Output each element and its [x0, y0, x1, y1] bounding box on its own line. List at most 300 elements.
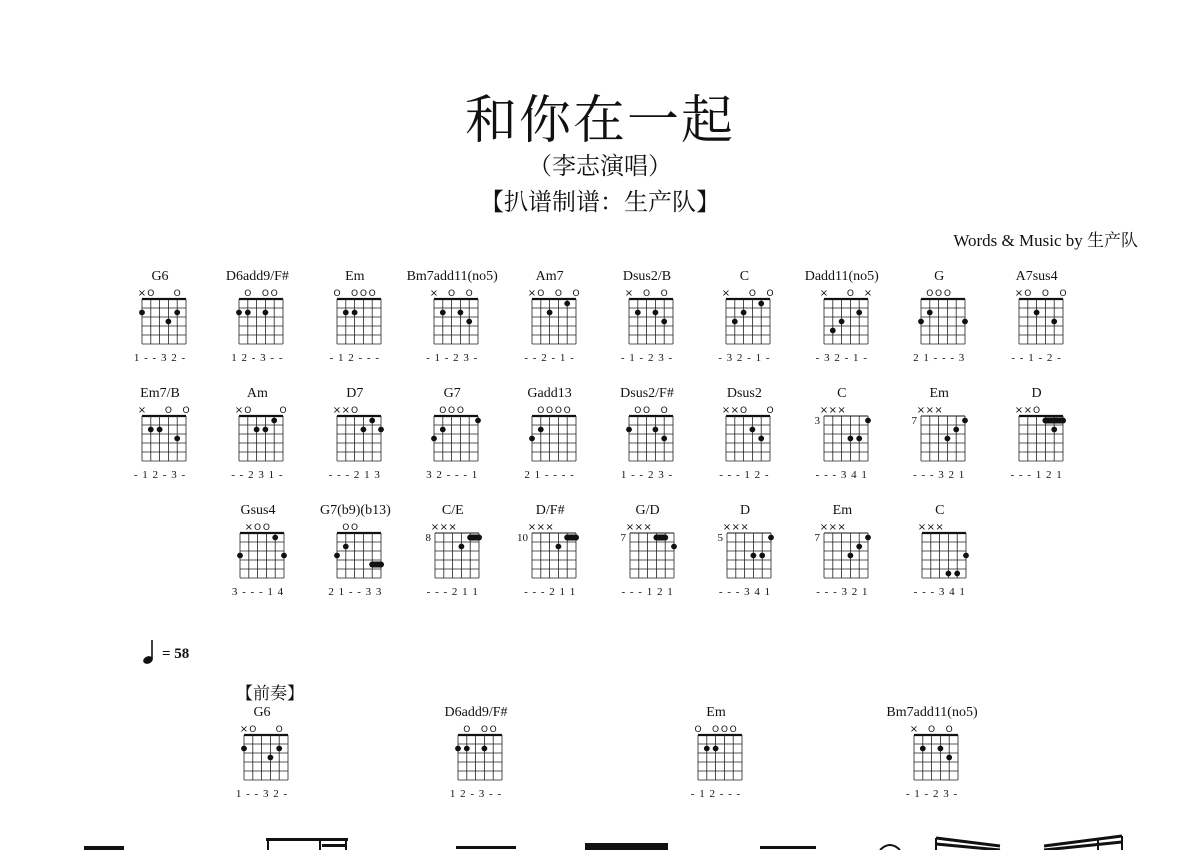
finger-dot — [343, 310, 349, 316]
fretboard-grid — [219, 285, 295, 351]
muted-string-marker: × — [819, 288, 828, 299]
open-string-marker: O — [254, 523, 262, 533]
chord-diagram — [495, 503, 605, 598]
fretboard-grid — [438, 721, 514, 787]
open-string-marker: O — [271, 289, 279, 299]
chord-diagram — [207, 705, 317, 800]
open-string-marker: O — [244, 289, 252, 299]
chord-diagram — [300, 386, 410, 481]
chord-name: D7 — [346, 386, 364, 401]
chord-diagram — [661, 705, 771, 800]
chord-diagram — [787, 386, 897, 481]
open-string-marker: O — [945, 725, 953, 735]
finger-dot — [751, 553, 757, 559]
fretboard-grid — [414, 285, 490, 351]
chord-name: Em — [929, 386, 949, 401]
chord-diagram — [787, 503, 897, 598]
muted-string-marker: × — [545, 522, 554, 533]
start-fret-number: 10 — [517, 532, 529, 544]
open-string-marker: O — [643, 289, 651, 299]
muted-string-marker: × — [909, 724, 919, 735]
chord-diagram — [982, 386, 1092, 481]
finger-dot — [626, 427, 632, 433]
chord-diagram — [787, 269, 897, 364]
chord-name: Am — [246, 386, 268, 401]
muted-string-marker: × — [863, 288, 872, 299]
finger-dot — [529, 436, 535, 442]
fretboard-grid — [512, 402, 588, 468]
chord-diagram — [495, 269, 605, 364]
finger-dot — [963, 553, 969, 559]
finger-dot — [927, 310, 933, 316]
finger-numbers: - 1 2 - - - — [690, 788, 742, 800]
finger-numbers: 1 2 - 3 - - — [231, 352, 284, 364]
barre-bar — [1042, 418, 1066, 424]
quarter-note-icon — [140, 638, 160, 666]
intro-section-label: 【前奏】 — [236, 684, 304, 703]
open-string-marker: O — [359, 289, 367, 299]
muted-string-marker: × — [828, 405, 837, 416]
fretboard-grid — [317, 519, 393, 585]
chord-name: Dadd11(no5) — [804, 269, 879, 284]
open-string-marker: O — [351, 523, 359, 533]
finger-dot — [847, 436, 853, 442]
chord-name: G6 — [253, 705, 271, 720]
finger-dot — [838, 319, 844, 325]
open-string-marker: O — [720, 725, 728, 735]
chord-diagram — [203, 503, 313, 598]
open-string-marker: O — [749, 289, 757, 299]
finger-dot — [360, 427, 366, 433]
finger-numbers: - - 2 3 1 - — [231, 469, 284, 481]
finger-dot — [741, 310, 747, 316]
finger-dot — [254, 427, 260, 433]
open-string-marker: O — [249, 725, 257, 735]
composer-credit: Words & Music by 生产队 — [953, 231, 1138, 250]
finger-dot — [1033, 310, 1039, 316]
finger-dot — [661, 436, 667, 442]
finger-dot — [954, 571, 960, 577]
fretboard-grid — [317, 402, 393, 468]
finger-dot — [865, 535, 871, 541]
finger-dot — [865, 418, 871, 424]
muted-string-marker: × — [536, 522, 546, 533]
barre-bar — [653, 535, 668, 541]
finger-dot — [466, 319, 472, 325]
start-fret-number: 5 — [717, 532, 723, 544]
finger-numbers: - 1 2 - 3 - — [133, 469, 187, 481]
muted-string-marker: × — [926, 522, 935, 533]
start-fret-number: 3 — [814, 415, 820, 427]
finger-dot — [482, 746, 488, 752]
finger-dot — [241, 746, 247, 752]
muted-string-marker: × — [235, 405, 244, 416]
finger-dot — [281, 553, 287, 559]
fretboard-grid — [512, 285, 588, 351]
muted-string-marker: × — [430, 522, 439, 533]
finger-numbers: - 1 - 2 3 - — [620, 352, 674, 364]
chord-name: D — [1031, 386, 1042, 401]
muted-string-marker: × — [239, 724, 249, 735]
finger-dot — [440, 427, 446, 433]
tempo-marking — [140, 638, 220, 666]
finger-dot — [635, 310, 641, 316]
open-string-marker: O — [439, 406, 447, 416]
open-string-marker: O — [463, 725, 471, 735]
chord-diagram — [397, 269, 507, 364]
finger-dot — [856, 310, 862, 316]
finger-dot — [556, 544, 562, 550]
finger-numbers: - 3 2 - 1 - — [815, 352, 868, 364]
finger-dot — [378, 427, 384, 433]
finger-dot — [704, 746, 710, 752]
muted-string-marker: × — [828, 522, 838, 533]
chord-name: Gadd13 — [527, 386, 572, 401]
finger-dot — [546, 310, 552, 316]
open-string-marker: O — [928, 725, 936, 735]
muted-string-marker: × — [934, 405, 943, 416]
muted-string-marker: × — [429, 288, 439, 299]
open-string-marker: O — [262, 523, 270, 533]
muted-string-marker: × — [1014, 288, 1023, 299]
finger-dot — [475, 418, 481, 424]
open-string-marker: O — [480, 725, 488, 735]
finger-numbers: - - - 3 4 1 — [913, 586, 966, 598]
chord-name: Gsus4 — [240, 503, 276, 518]
finger-dot — [157, 427, 163, 433]
finger-numbers: 3 - - - 1 4 — [231, 586, 285, 598]
chord-diagram — [877, 705, 987, 800]
fretboard-grid — [122, 402, 198, 468]
muted-string-marker: × — [730, 405, 740, 416]
muted-string-marker: × — [332, 405, 341, 416]
muted-string-marker: × — [731, 522, 740, 533]
open-string-marker: O — [926, 289, 934, 299]
open-string-marker: O — [1023, 289, 1031, 299]
finger-dot — [431, 436, 437, 442]
start-fret-number: 8 — [425, 532, 431, 544]
muted-string-marker: × — [837, 522, 847, 533]
finger-dot — [343, 544, 349, 550]
finger-numbers: - - 1 - 2 - — [1011, 352, 1062, 364]
chord-diagram — [885, 503, 995, 598]
fretboard-grid — [804, 402, 880, 468]
chord-name: D — [739, 503, 751, 518]
fretboard-grid — [999, 402, 1075, 468]
chord-name: G7 — [443, 386, 461, 401]
open-string-marker: O — [448, 289, 456, 299]
finger-dot — [334, 553, 340, 559]
fretboard-grid — [512, 519, 588, 585]
chord-diagram — [421, 705, 531, 800]
chord-diagram — [398, 503, 508, 598]
fretboard-grid — [220, 519, 296, 585]
chord-name: G — [934, 269, 945, 284]
finger-numbers: 1 - - 3 2 - — [235, 788, 289, 800]
chord-name: Dsus2/F# — [620, 386, 674, 401]
chord-name: D6add9/F# — [444, 705, 508, 720]
muted-string-marker: × — [634, 522, 643, 533]
fretboard-grid — [706, 285, 782, 351]
fretboard-grid — [415, 519, 491, 585]
finger-numbers: 2 1 - - - - — [524, 469, 575, 481]
finger-dot — [759, 553, 765, 559]
open-string-marker: O — [766, 406, 774, 416]
finger-numbers: - - 2 - 1 - — [524, 352, 575, 364]
finger-dot — [276, 746, 282, 752]
finger-dot — [369, 418, 375, 424]
fretboard-grid — [610, 519, 686, 585]
finger-dot — [464, 746, 470, 752]
open-string-marker: O — [846, 289, 854, 299]
open-string-marker: O — [545, 406, 553, 416]
finger-numbers: - - - 1 2 1 — [1010, 469, 1063, 481]
finger-dot — [713, 746, 719, 752]
open-string-marker: O — [342, 523, 350, 533]
muted-string-marker: × — [820, 522, 829, 533]
chord-diagram — [105, 386, 215, 481]
chord-name: Em — [345, 269, 365, 284]
finger-dot — [750, 427, 756, 433]
open-string-marker: O — [634, 406, 642, 416]
chord-name: Bm7add11(no5) — [406, 269, 498, 284]
finger-dot — [268, 755, 274, 761]
chord-diagram — [202, 269, 312, 364]
finger-dot — [856, 436, 862, 442]
barre-bar — [564, 535, 579, 541]
finger-dot — [272, 535, 278, 541]
chord-diagram — [495, 386, 605, 481]
fretboard-grid — [706, 402, 782, 468]
finger-dot — [732, 319, 738, 325]
chord-diagram — [592, 386, 702, 481]
start-fret-number: 7 — [911, 415, 918, 427]
chord-diagram — [592, 269, 702, 364]
finger-dot — [830, 328, 836, 334]
muted-string-marker: × — [439, 522, 448, 533]
finger-dot — [458, 310, 464, 316]
open-string-marker: O — [350, 406, 358, 416]
muted-string-marker: × — [1023, 405, 1032, 416]
fretboard-grid — [804, 519, 880, 585]
fretboard-grid — [894, 721, 970, 787]
finger-dot — [455, 746, 461, 752]
open-string-marker: O — [489, 725, 497, 735]
finger-dot — [236, 310, 242, 316]
fretboard-grid — [901, 402, 977, 468]
fretboard-grid — [999, 285, 1075, 351]
muted-string-marker: × — [624, 288, 634, 299]
finger-dot — [848, 553, 854, 559]
finger-dot — [953, 427, 959, 433]
finger-dot — [945, 436, 951, 442]
open-string-marker: O — [275, 725, 283, 735]
finger-numbers: - - - 2 1 1 — [426, 586, 479, 598]
chord-diagram — [397, 386, 507, 481]
finger-numbers: 2 1 - - 3 3 — [328, 586, 383, 598]
finger-dot — [166, 319, 172, 325]
muted-string-marker: × — [916, 405, 926, 416]
chord-name: D6add9/F# — [225, 269, 289, 284]
open-string-marker: O — [554, 289, 562, 299]
transcription-credit: 【扒谱制谱：生产队】 — [480, 190, 720, 216]
finger-numbers: - 1 2 - - - — [329, 352, 380, 364]
song-subtitle: （李志演唱） — [528, 154, 672, 180]
open-string-marker: O — [147, 289, 155, 299]
open-string-marker: O — [1059, 289, 1067, 299]
barre-bar — [370, 562, 385, 568]
start-fret-number: 7 — [814, 532, 821, 544]
finger-dot — [857, 544, 863, 550]
finger-numbers: - - - 3 4 1 — [815, 469, 868, 481]
muted-string-marker: × — [819, 405, 828, 416]
finger-numbers: - - - 1 2 - — [719, 469, 770, 481]
finger-dot — [440, 310, 446, 316]
open-string-marker: O — [572, 289, 580, 299]
finger-dot — [174, 310, 180, 316]
chord-name: G/D — [635, 503, 660, 518]
finger-dot — [263, 427, 269, 433]
chord-name: Bm7add11(no5) — [886, 705, 978, 720]
muted-string-marker: × — [935, 522, 944, 533]
chord-name: Em — [832, 503, 853, 518]
open-string-marker: O — [536, 289, 544, 299]
chord-name: Am7 — [535, 269, 564, 284]
finger-numbers: 1 - - 2 3 - — [620, 469, 674, 481]
open-string-marker: O — [448, 406, 456, 416]
muted-string-marker: × — [527, 288, 536, 299]
muted-string-marker: × — [925, 405, 935, 416]
finger-dot — [174, 436, 180, 442]
chord-name: Em — [706, 705, 726, 720]
song-title: 和你在一起 — [464, 93, 735, 150]
open-string-marker: O — [536, 406, 544, 416]
chord-name: D/F# — [535, 503, 565, 518]
open-string-marker: O — [660, 289, 668, 299]
muted-string-marker: × — [527, 522, 537, 533]
finger-dot — [946, 755, 952, 761]
chord-name: C — [935, 503, 945, 518]
chord-diagram — [884, 269, 994, 364]
open-string-marker: O — [694, 725, 702, 735]
finger-dot — [1051, 319, 1057, 325]
chord-diagram — [300, 503, 410, 598]
finger-numbers: 1 2 - 3 - - — [449, 788, 503, 800]
muted-string-marker: × — [722, 522, 732, 533]
chord-name: G6 — [151, 269, 169, 284]
barre-bar — [467, 535, 482, 541]
finger-dot — [245, 310, 251, 316]
muted-string-marker: × — [837, 405, 846, 416]
chord-diagram — [593, 503, 703, 598]
muted-string-marker: × — [722, 288, 731, 299]
fretboard-grid — [609, 402, 685, 468]
finger-dot — [653, 427, 659, 433]
chord-diagram — [690, 503, 800, 598]
open-string-marker: O — [465, 289, 473, 299]
finger-dot — [759, 301, 765, 307]
open-string-marker: O — [935, 289, 943, 299]
open-string-marker: O — [1032, 406, 1040, 416]
open-string-marker: O — [1041, 289, 1049, 299]
finger-dot — [148, 427, 154, 433]
open-string-marker: O — [554, 406, 562, 416]
muted-string-marker: × — [341, 405, 350, 416]
fretboard-grid — [122, 285, 198, 351]
fretboard-grid — [707, 519, 783, 585]
finger-numbers: - 3 2 - 1 - — [718, 352, 771, 364]
open-string-marker: O — [563, 406, 571, 416]
finger-numbers: - - - 3 2 1 — [913, 469, 966, 481]
finger-dot — [272, 418, 278, 424]
open-string-marker: O — [766, 289, 774, 299]
finger-dot — [945, 571, 951, 577]
muted-string-marker: × — [740, 522, 749, 533]
finger-dot — [458, 544, 464, 550]
muted-string-marker: × — [137, 405, 147, 416]
finger-dot — [653, 310, 659, 316]
muted-string-marker: × — [448, 522, 457, 533]
finger-dot — [920, 746, 926, 752]
open-string-marker: O — [660, 406, 668, 416]
open-string-marker: O — [740, 406, 748, 416]
finger-numbers: - - - 2 1 1 — [524, 586, 577, 598]
finger-dot — [351, 310, 357, 316]
open-string-marker: O — [182, 406, 190, 416]
chord-name: Em7/B — [140, 386, 180, 401]
start-fret-number: 7 — [620, 532, 626, 544]
finger-dot — [759, 436, 765, 442]
fretboard-grid — [902, 519, 978, 585]
tempo-value: = 58 — [162, 646, 190, 662]
chord-name: C — [739, 269, 750, 284]
open-string-marker: O — [333, 289, 341, 299]
finger-dot — [661, 319, 667, 325]
finger-numbers: 2 1 - - - 3 — [913, 352, 966, 364]
finger-dot — [962, 319, 968, 325]
open-string-marker: O — [368, 289, 376, 299]
open-string-marker: O — [350, 289, 358, 299]
finger-numbers: - 1 - 2 3 - — [426, 352, 479, 364]
finger-dot — [263, 310, 269, 316]
open-string-marker: O — [457, 406, 465, 416]
fretboard-grid — [219, 402, 295, 468]
open-string-marker: O — [244, 406, 252, 416]
fretboard-grid — [317, 285, 393, 351]
muted-string-marker: × — [917, 522, 926, 533]
finger-dot — [938, 746, 944, 752]
chord-name: Dsus2 — [726, 386, 762, 401]
fretboard-grid — [224, 721, 300, 787]
finger-numbers: 1 - - 3 2 - — [133, 352, 187, 364]
fretboard-grid — [609, 285, 685, 351]
finger-dot — [139, 310, 145, 316]
finger-numbers: - 1 - 2 3 - — [905, 788, 959, 800]
finger-dot — [918, 319, 924, 325]
fretboard-grid — [414, 402, 490, 468]
chord-diagram — [884, 386, 994, 481]
finger-dot — [564, 301, 570, 307]
finger-dot — [671, 544, 677, 550]
chord-name: Dsus2/B — [622, 269, 672, 284]
chord-name: G7(b9)(b13) — [320, 503, 391, 518]
chord-diagram — [689, 269, 799, 364]
finger-numbers: - - - 2 1 3 — [328, 469, 381, 481]
muted-string-marker: × — [137, 288, 147, 299]
finger-numbers: - - - 3 4 1 — [718, 586, 772, 598]
fretboard-grid — [901, 285, 977, 351]
finger-dot — [768, 535, 774, 541]
